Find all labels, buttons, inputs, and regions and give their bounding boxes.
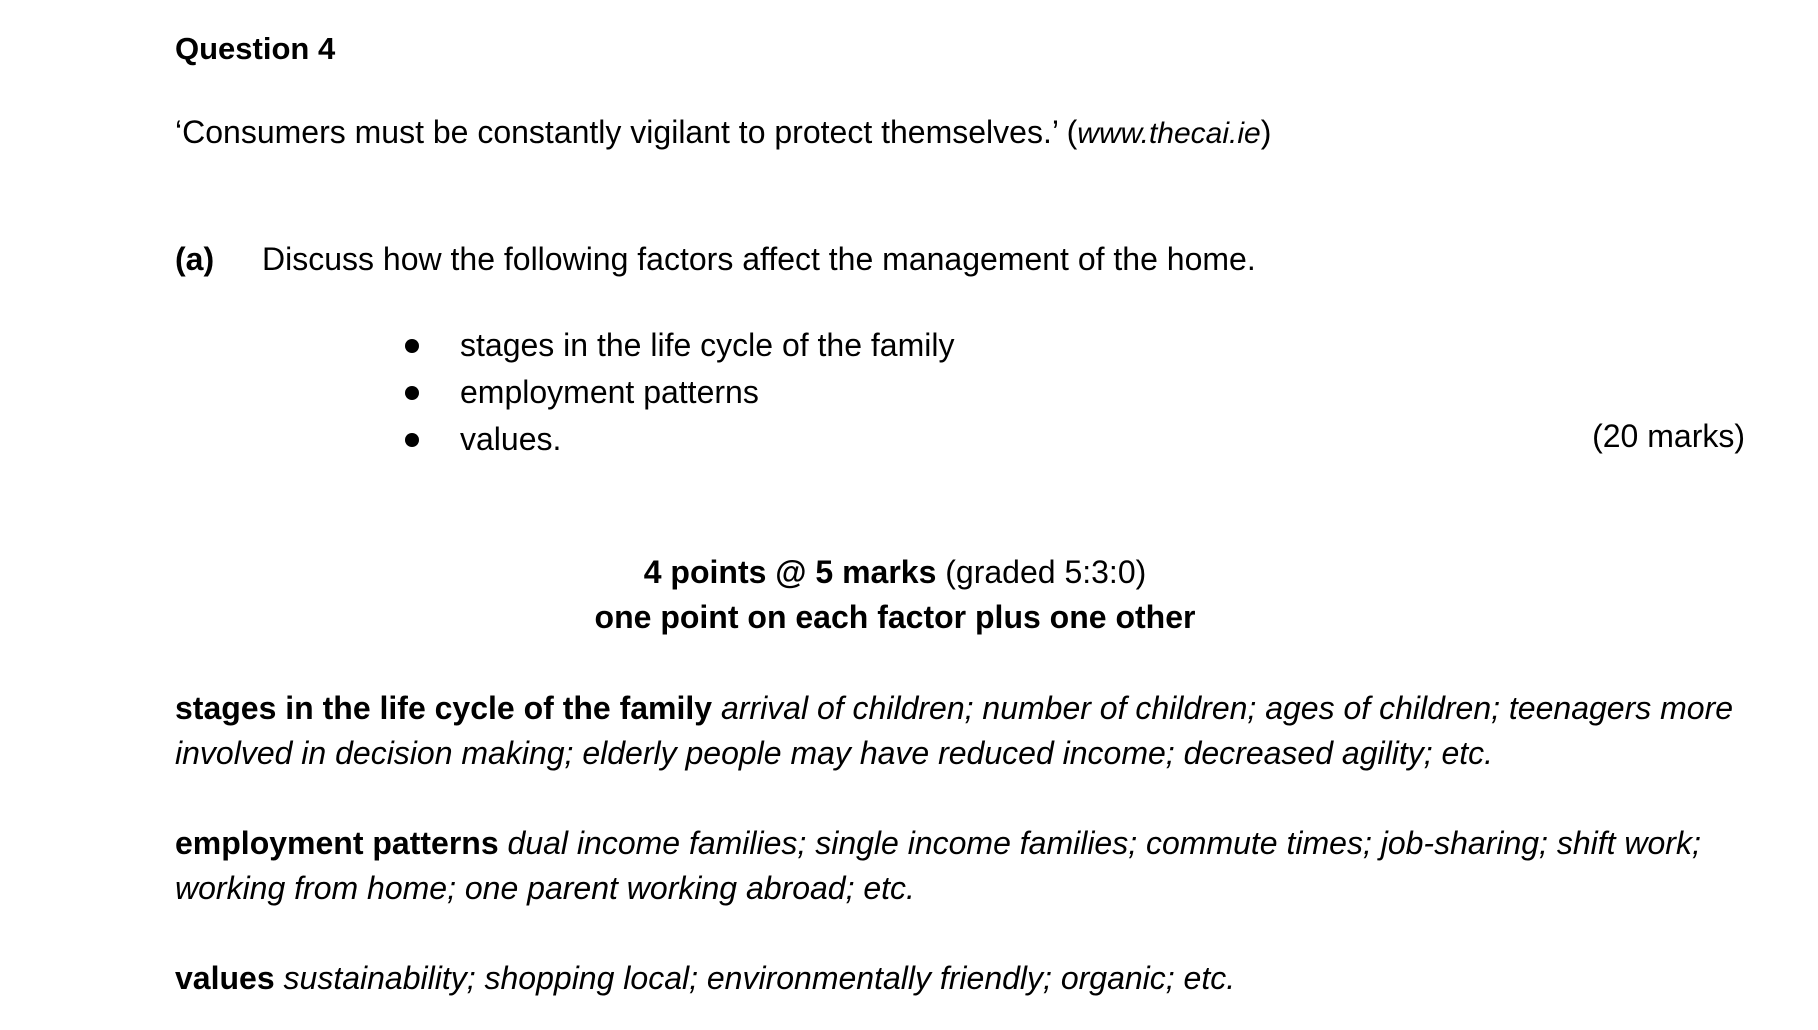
factor-text: employment patterns (460, 374, 759, 410)
source-suffix: ) (1260, 114, 1272, 150)
quote-source: www.thecai.ie (1077, 117, 1261, 150)
question-quote (175, 113, 1271, 152)
answer-paragraph (175, 821, 1735, 911)
source-prefix: ( (1057, 114, 1078, 150)
answer-factor: employment patterns (175, 825, 499, 861)
factor-text: stages in the life cycle of the family (460, 327, 955, 363)
marks-label: (20 marks) (1592, 418, 1745, 454)
bullet-icon (405, 433, 419, 447)
bullet-icon (405, 386, 419, 400)
answer-paragraph (175, 686, 1735, 776)
part-a-label: (a) (175, 241, 215, 277)
answer-factor: values (175, 960, 275, 996)
points-bold: 4 points @ 5 marks (643, 554, 937, 590)
answer-factor: stages in the life cycle of the family (175, 690, 713, 726)
marking-scheme-points (0, 553, 1790, 591)
answer-details: dual income families; single income families; commute times; job-sharing; shift work; working from home; one parent working abroad; etc. (175, 825, 1701, 906)
answer-details: arrival of children; number of children; ages of children; teenagers more involved in decision making; elderly people may have reduced income; decreased agility; etc. (175, 690, 1734, 771)
bullet-icon (405, 339, 419, 353)
factor-text: values. (460, 421, 562, 457)
quote-text: ‘Consumers must be constantly vigilant to protect themselves.’ (175, 114, 1058, 150)
answer-paragraph (175, 956, 1735, 1001)
marking-scheme-instruction: one point on each factor plus one other (594, 599, 1196, 635)
answer-details: sustainability; shopping local; environmentally friendly; organic; etc. (274, 960, 1236, 996)
question-title: Question 4 (175, 31, 336, 66)
grading-text: (graded 5:3:0) (936, 554, 1147, 590)
part-a-prompt: Discuss how the following factors affect the management of the home. (262, 241, 1256, 277)
